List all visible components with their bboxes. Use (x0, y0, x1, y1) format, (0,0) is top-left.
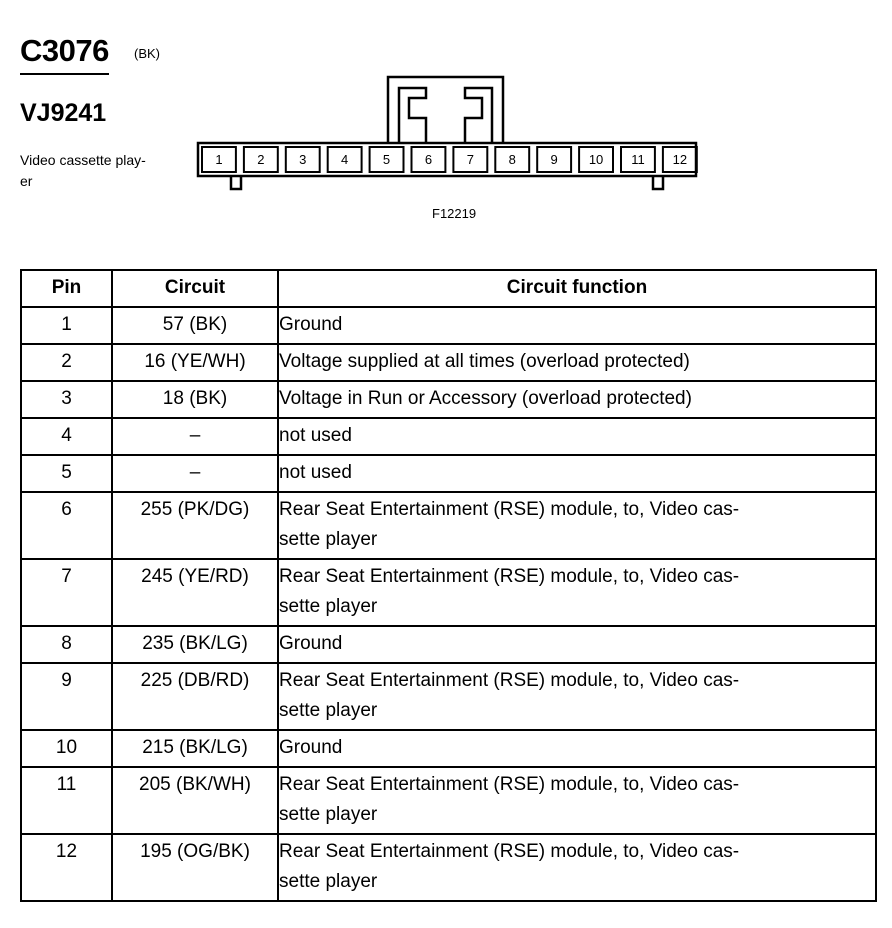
table-row (21, 559, 876, 626)
pin-number: 7 (21, 559, 112, 626)
table-row (21, 307, 876, 344)
pin-number: 1 (21, 307, 112, 344)
pin-number: 6 (21, 492, 112, 559)
circuit-number: 18 (BK) (112, 381, 278, 418)
figure-id: F12219 (432, 206, 477, 221)
table-row (21, 626, 876, 663)
circuit-number: 57 (BK) (112, 307, 278, 344)
table-row (21, 663, 876, 730)
circuit-number: 215 (BK/LG) (112, 730, 278, 767)
connector-key-right (653, 176, 663, 189)
header-circuit: Circuit (112, 270, 278, 307)
table-header-row (21, 270, 876, 307)
circuit-function: Voltage in Run or Accessory (overload protected) (278, 381, 876, 418)
circuit-number: – (112, 418, 278, 455)
pin-number-label: 4 (341, 152, 349, 167)
table-row (21, 730, 876, 767)
circuit-number: 16 (YE/WH) (112, 344, 278, 381)
circuit-function: Rear Seat Entertainment (RSE) module, to, Video cas- sette player (278, 834, 876, 901)
pin-number: 5 (21, 455, 112, 492)
circuit-function: not used (278, 418, 876, 455)
pin-number-label: 5 (382, 152, 391, 167)
part-number: VJ9241 (20, 99, 107, 127)
connector-key-left (231, 176, 241, 189)
circuit-number: 195 (OG/BK) (112, 834, 278, 901)
table-row (21, 418, 876, 455)
pin-number-label: 11 (631, 152, 645, 167)
component-description: Video cassette play- er (20, 152, 146, 189)
circuit-function: Rear Seat Entertainment (RSE) module, to, Video cas- sette player (278, 559, 876, 626)
table-row (21, 381, 876, 418)
connector-color: (BK) (134, 46, 160, 61)
pin-number: 12 (21, 834, 112, 901)
circuit-number: 205 (BK/WH) (112, 767, 278, 834)
pin-number-label: 7 (466, 152, 474, 167)
pin-number-label: 6 (424, 152, 433, 167)
circuit-function: Ground (278, 626, 876, 663)
circuit-number: – (112, 455, 278, 492)
connector-id: C3076 (20, 33, 109, 75)
table-row (21, 834, 876, 901)
table-row (21, 344, 876, 381)
pin-number: 4 (21, 418, 112, 455)
pin-number: 11 (21, 767, 112, 834)
pin-number-label: 2 (257, 152, 265, 167)
pin-number-label: 3 (299, 152, 307, 167)
pin-number-label: 8 (508, 152, 516, 167)
circuit-function: not used (278, 455, 876, 492)
pin-number: 10 (21, 730, 112, 767)
header-circuit-function: Circuit function (278, 270, 876, 307)
pin-number: 3 (21, 381, 112, 418)
table-row (21, 767, 876, 834)
circuit-number: 255 (PK/DG) (112, 492, 278, 559)
pin-number: 8 (21, 626, 112, 663)
connector-diagram (0, 0, 892, 230)
table-row (21, 492, 876, 559)
pin-number-label: 12 (672, 152, 688, 167)
circuit-function: Voltage supplied at all times (overload protected) (278, 344, 876, 381)
pin-number: 9 (21, 663, 112, 730)
pinout-table (20, 269, 877, 902)
pin-number: 2 (21, 344, 112, 381)
header-pin: Pin (21, 270, 112, 307)
pin-number-label: 1 (215, 152, 223, 167)
circuit-number: 245 (YE/RD) (112, 559, 278, 626)
pin-number-label: 10 (588, 152, 604, 167)
table-row (21, 455, 876, 492)
circuit-function: Rear Seat Entertainment (RSE) module, to, Video cas- sette player (278, 767, 876, 834)
circuit-function: Ground (278, 730, 876, 767)
circuit-number: 225 (DB/RD) (112, 663, 278, 730)
circuit-number: 235 (BK/LG) (112, 626, 278, 663)
circuit-function: Rear Seat Entertainment (RSE) module, to, Video cas- sette player (278, 663, 876, 730)
pin-number-label: 9 (550, 152, 558, 167)
circuit-function: Ground (278, 307, 876, 344)
circuit-function: Rear Seat Entertainment (RSE) module, to, Video cas- sette player (278, 492, 876, 559)
